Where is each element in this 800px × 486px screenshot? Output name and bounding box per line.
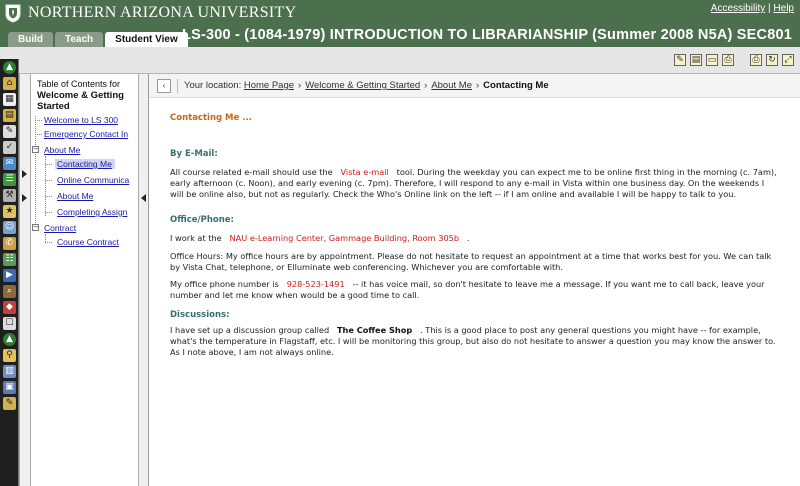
tree-branch <box>45 164 52 165</box>
expand-arrow-icon[interactable] <box>22 194 27 202</box>
notes-icon[interactable]: ✎ <box>674 54 686 66</box>
toolbar <box>0 47 800 74</box>
home-up-icon[interactable]: ▲ <box>3 61 16 74</box>
coffee-shop-group: The Coffee Shop <box>336 325 413 335</box>
print-icon[interactable]: ⎙ <box>722 54 734 66</box>
help-link[interactable]: Help <box>773 3 794 14</box>
role-tabs <box>0 32 188 47</box>
discussion-icon[interactable]: ☰ <box>3 173 16 186</box>
page-content <box>149 98 800 486</box>
vista-email-link[interactable]: Vista e-mail <box>340 167 389 177</box>
home-icon[interactable]: ⌂ <box>3 77 16 90</box>
collapse-toggle-icon[interactable]: − <box>33 223 39 231</box>
phone-number: 928-523-1491 <box>286 279 345 289</box>
toc-item-completing-assignments[interactable]: Completing Assign <box>57 207 128 217</box>
breadcrumb-separator: › <box>424 80 428 91</box>
disc-text-b: . This is a good place to post any general questions you might have -- for example, what's the temperature in Flagstaff, etc. I will be monitoring this group, but also do not hesitate to answer a question you may know the answer to. As I note above, I am not always online. <box>170 325 776 357</box>
tree-branch <box>45 242 52 243</box>
office-location: NAU e-Learning Center, Gammage Building, Room 305b <box>229 233 460 243</box>
toc-item-welcome[interactable]: Welcome to LS 300 <box>44 115 119 125</box>
office-text-b: . <box>466 233 470 243</box>
office-text-a: I work at the <box>170 233 222 243</box>
tree-line <box>35 116 36 229</box>
breadcrumb-current: Contacting Me <box>483 80 549 91</box>
email-text-a: All course related e-mail should use the <box>170 167 333 177</box>
syllabus-icon[interactable]: ☐ <box>3 317 16 330</box>
toc-item-online-communication[interactable]: Online Communica <box>57 175 130 185</box>
back-arrow-icon[interactable]: ‹ <box>157 79 171 93</box>
breadcrumb-home[interactable]: Home Page <box>243 80 295 91</box>
table-of-contents <box>30 74 139 486</box>
discussions-heading: Discussions: <box>170 310 230 320</box>
phone-paragraph <box>170 279 780 301</box>
office-heading: Office/Phone: <box>170 215 234 225</box>
tab-teach[interactable]: Teach <box>55 32 103 47</box>
notes-tool-icon[interactable]: ✎ <box>3 397 16 410</box>
refresh-icon[interactable]: ↻ <box>766 54 778 66</box>
office-location-paragraph <box>170 233 780 244</box>
left-splitter[interactable] <box>19 74 30 486</box>
toc-item-about-me[interactable]: About Me <box>57 191 94 201</box>
breadcrumb-prefix: Your location: <box>184 80 242 91</box>
email-text-b: tool. During the weekday you can expect me to be online first thing in the morning (c. 7am), early afternoon (c. Noon), and early evening (c. 7pm). Therefore, I will respond to any e-mail in Vista within one business day. On the weekends I will be online also, but not as regularly. Check the Who's Online link on the left -- if I am online and available I will be happy to talk to you. <box>170 167 777 199</box>
course-tools-bar <box>0 59 19 486</box>
right-splitter[interactable] <box>139 74 149 486</box>
disc-text-a: I have set up a discussion group called <box>170 325 330 335</box>
glossary-icon[interactable]: ◆ <box>3 301 16 314</box>
header-links <box>711 3 794 14</box>
email-heading: By E-Mail: <box>170 149 218 159</box>
toc-title <box>31 74 138 114</box>
toolbar-gap <box>738 54 746 66</box>
expand-icon[interactable]: ⤢ <box>782 54 794 66</box>
toolbar-icons <box>674 54 794 66</box>
collapse-up-icon[interactable]: ▲ <box>3 333 16 346</box>
toc-item-emergency-contact[interactable]: Emergency Contact In <box>44 129 129 139</box>
assessments-icon[interactable]: ✎ <box>3 125 16 138</box>
office-hours-paragraph: Office Hours: My office hours are by appointment. Please do not hesitate to request an appointment at a time that works best for you. We can talk by Vista Chat, telephone, or Elluminate web conferencing. Whichever you are comfortable with. <box>170 251 772 272</box>
breadcrumb-about-me[interactable]: About Me <box>431 80 472 91</box>
toc-item-about-me-folder[interactable]: About Me <box>44 145 81 155</box>
phone-text-b: -- it has voice mail, so don't hesitate to leave me a message. If you want me to call back, leave your number and let me know when would be a good time to call. <box>170 279 765 300</box>
tree-branch <box>35 134 42 135</box>
tree-branch <box>35 120 42 121</box>
app-header <box>0 0 800 47</box>
assignments-icon[interactable]: ✓ <box>3 141 16 154</box>
toc-title-prefix: Table of Contents for <box>37 79 121 89</box>
print-page-icon[interactable]: ⎙ <box>750 54 762 66</box>
tools-icon[interactable]: ⚒ <box>3 189 16 202</box>
expand-arrow-icon[interactable] <box>22 170 27 178</box>
search-icon[interactable]: ⌕ <box>3 285 16 298</box>
tree-branch <box>45 196 52 197</box>
collapse-arrow-icon[interactable] <box>141 194 146 202</box>
page-title: Contacting Me ... <box>170 113 252 123</box>
discussions-paragraph <box>170 325 780 358</box>
breadcrumb-welcome[interactable]: Welcome & Getting Started <box>305 80 421 91</box>
collapse-toggle-icon[interactable]: − <box>33 145 39 153</box>
mail-icon[interactable]: ✉ <box>3 157 16 170</box>
breadcrumb <box>149 74 800 98</box>
bookmark-icon[interactable]: ▤ <box>691 55 701 65</box>
media-icon[interactable]: ▶ <box>3 269 16 282</box>
phone-text-a: My office phone number is <box>170 279 279 289</box>
weblinks-icon[interactable]: ⚲ <box>3 349 16 362</box>
tree-branch <box>45 180 52 181</box>
header-link-separator: | <box>768 3 771 14</box>
toc-title-name: Welcome & Getting Started <box>37 90 124 112</box>
calendar-icon[interactable]: ▦ <box>3 93 16 106</box>
breadcrumb-separator: › <box>475 80 480 91</box>
breadcrumb-divider <box>177 79 178 93</box>
tree-line <box>45 234 46 242</box>
tab-student-view[interactable]: Student View <box>105 32 188 47</box>
university-brand <box>4 2 296 24</box>
university-logo-icon <box>4 3 22 23</box>
breadcrumb-separator: › <box>298 80 302 91</box>
tracking-icon[interactable]: ▣ <box>3 381 16 394</box>
accessibility-link[interactable]: Accessibility <box>710 3 766 14</box>
toc-item-course-contract[interactable]: Course Contract <box>57 237 119 247</box>
tree-line <box>45 156 46 216</box>
email-paragraph <box>170 167 780 200</box>
course-title: LS-300 - (1084-1979) INTRODUCTION TO LIBRARIANSHIP (Summer 2008 N5A) SEC801 <box>182 27 792 43</box>
grades-icon[interactable]: ★ <box>3 205 16 218</box>
roster-icon[interactable]: ☷ <box>3 253 16 266</box>
document-icon[interactable]: ▭ <box>707 55 717 65</box>
toc-item-contacting-me[interactable]: Contacting Me <box>55 159 115 169</box>
tab-build[interactable]: Build <box>8 32 53 47</box>
chat-icon[interactable]: ✆ <box>3 237 16 250</box>
content-icon[interactable]: ▤ <box>3 109 16 122</box>
toc-item-contract-folder[interactable]: Contract <box>44 223 77 233</box>
tree-branch <box>45 212 52 213</box>
reports-icon[interactable]: ▥ <box>3 365 16 378</box>
university-name: NORTHERN ARIZONA UNIVERSITY <box>28 4 297 21</box>
who-online-icon[interactable]: ☺ <box>4 222 15 232</box>
